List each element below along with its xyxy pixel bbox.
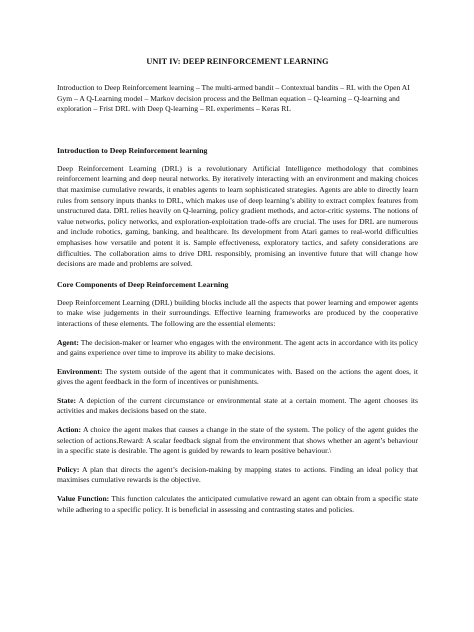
definition-agent bbox=[57, 338, 418, 359]
definition-term: Environment: bbox=[57, 366, 103, 376]
definition-term: Agent: bbox=[57, 337, 79, 347]
definition-text: A plan that directs the agent’s decision-making by mapping states to actions. Finding an ideal policy that maximises cumulative rewards is the objective. bbox=[57, 464, 418, 485]
section-heading-core-components: Core Components of Deep Reinforcement Learning bbox=[57, 279, 229, 289]
introduction-paragraph: Deep Reinforcement Learning (DRL) is a revolutionary Artificial Intelligence methodology that combines reinforcement learning and deep neural networks. By iteratively interacting with an environment and making choices that maximise cumulative rewards, it enables agents to learn sophisticated strategies. Agents are able to directly learn rules from sensory inputs thanks to DRL, which makes use of deep learning’s ability to extract complex features from unstructured data. DRL relies heavily on Q-learning, policy gradient methods, and actor-critic systems. The notions of value networks, policy networks, and exploration-exploitation trade-offs are crucial. The uses for DRL are numerous and include robotics, gaming, banking, and healthcare. Its development from Atari games to real-world difficulties emphasises how versatile and potent it is. Sample effectiveness, exploratory tactics, and safety considerations are difficulties. The collaboration aims to drive DRL responsibly, promising an inventive future that will change how decisions are made and problems are solved. bbox=[57, 163, 418, 269]
section-heading-introduction: Introduction to Deep Reinforcement learning bbox=[57, 145, 208, 155]
definition-term: State: bbox=[57, 395, 76, 405]
definition-environment bbox=[57, 367, 418, 388]
definition-term: Value Function: bbox=[57, 494, 110, 504]
definition-policy bbox=[57, 465, 418, 486]
definition-text: The system outside of the agent that it communicates with. Based on the actions the agent does, it gives the agent feedback in the form of incentives or punishments. bbox=[57, 366, 418, 387]
definition-text: A depiction of the current circumstance or environmental state at a certain moment. The agent chooses its activities and makes decisions based on the state. bbox=[57, 395, 418, 416]
core-components-paragraph: Deep Reinforcement Learning (DRL) building blocks include all the aspects that power learning and empower agents to make wise judgements in their surroundings. Effective learning frameworks are produced by the cooperative interactions of these elements. The following are the essential elements: bbox=[57, 297, 418, 328]
definition-action bbox=[57, 425, 418, 457]
definition-state bbox=[57, 396, 418, 417]
definition-term: Policy: bbox=[57, 464, 80, 474]
definition-text: This function calculates the anticipated cumulative reward an agent can obtain from a specific state while adhering to a specific policy. It is beneficial in assessing and contrasting states and policies. bbox=[57, 494, 418, 514]
definition-text: A choice the agent makes that causes a change in the state of the system. The policy of the agent guides the selection of actions.Reward: A scalar feedback signal from the environment that shows whether an agent’s behaviour in a specific state is desirable. The agent is guided by rewards to learn positive behaviour.\ bbox=[57, 425, 418, 456]
definition-term: Action: bbox=[57, 425, 82, 435]
page-title: UNIT IV: DEEP REINFORCEMENT LEARNING bbox=[146, 57, 329, 66]
definition-value-function bbox=[57, 494, 418, 515]
unit-topics-paragraph: Introduction to Deep Reinforcement learning – The multi-armed bandit – Contextual bandits – RL with the Open AI Gym – A Q-Learning model – Markov decision process and the Bellman equation – Q-learning – Q-learning and exploration – Frist DRL with Deep Q-learning – RL experiments – Keras RL bbox=[57, 83, 410, 114]
definition-text: The decision-maker or learner who engages with the environment. The agent acts in accordance with its policy and gains experience over time to improve its ability to make decisions. bbox=[57, 337, 418, 358]
